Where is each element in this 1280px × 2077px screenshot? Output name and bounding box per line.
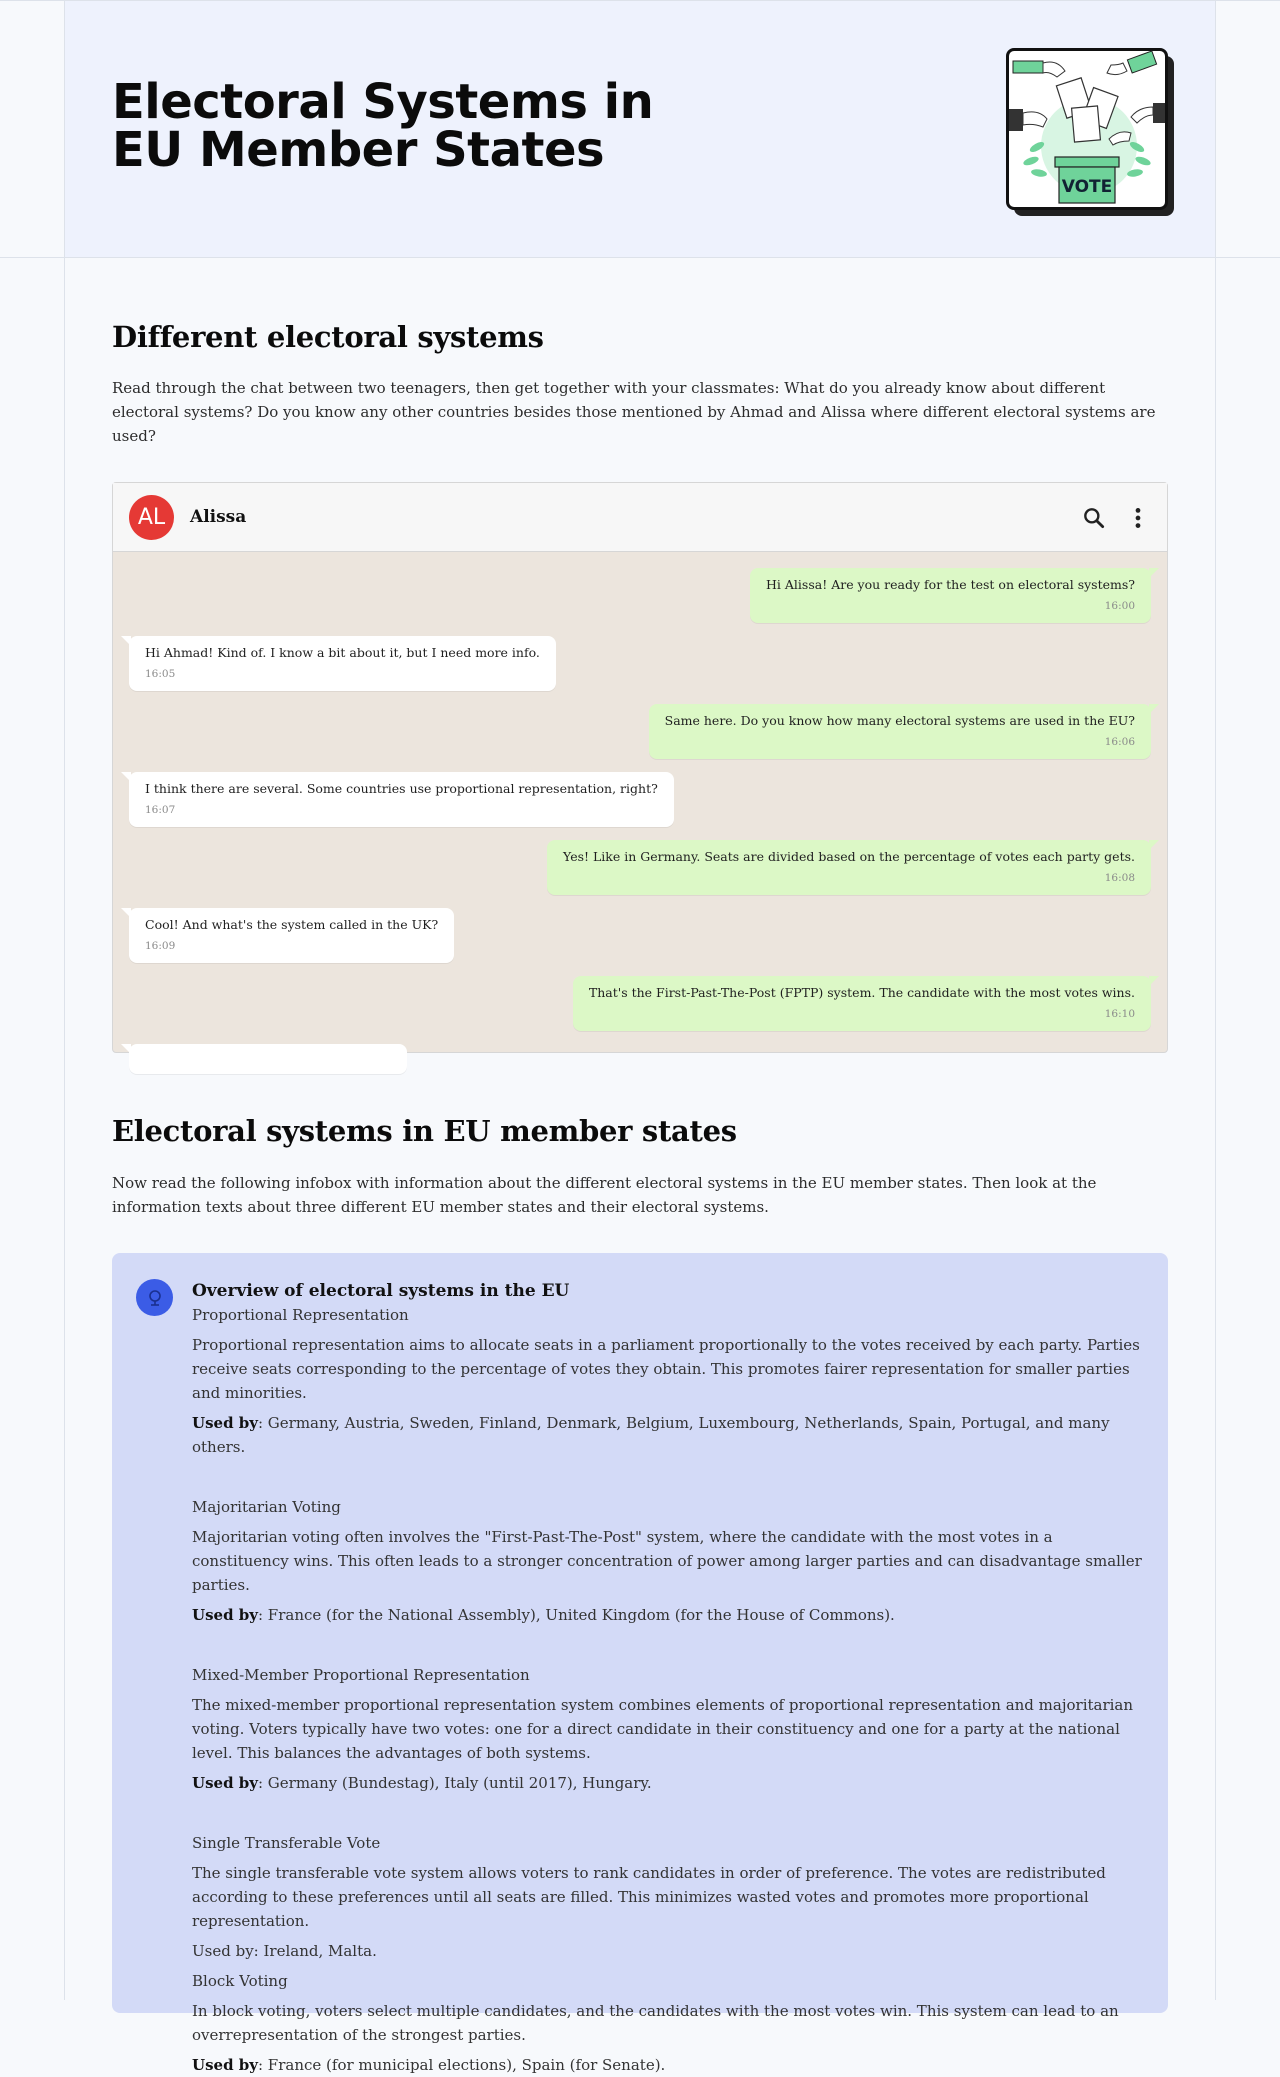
message-text: Cool! And what's the system called in the UK?: [145, 917, 439, 932]
message-outgoing: [547, 840, 1151, 895]
system-description: Proportional representation aims to allocate seats in a parliament proportionally to the votes received by each party. Parties receive seats corresponding to the percentage of votes they obtain. This promotes fairer representation for smaller parties and minorities.: [192, 1336, 1140, 1402]
used-by-label: Used by: [192, 1774, 258, 1792]
vote-illustration: [1006, 48, 1168, 210]
message-time: 16:09: [145, 940, 176, 952]
section-intro-wrap: [112, 1171, 1168, 1219]
message-incoming: [129, 772, 674, 827]
section-intro-wrap: [112, 376, 1168, 448]
system-name: Proportional Representation: [192, 1306, 409, 1324]
system-name: Majoritarian Voting: [192, 1498, 341, 1516]
chat-window: [112, 482, 1168, 1053]
message-incoming-partial: [129, 1044, 407, 1074]
used-by-label: Used by: [192, 1606, 258, 1624]
system-block: [192, 1495, 1142, 1627]
message-text: That's the First-Past-The-Post (FPTP) system. The candidate with the most votes wins.: [588, 985, 1135, 1000]
system-name: Single Transferable Vote: [192, 1834, 381, 1852]
used-by-countries: : Germany (Bundestag), Italy (until 2017), Hungary.: [257, 1774, 652, 1792]
system-block: [192, 1303, 1142, 1459]
chat-messages[interactable]: [113, 552, 1167, 1054]
system-name: Mixed-Member Proportional Representation: [192, 1666, 530, 1684]
message-text: Same here. Do you know how many electoral systems are used in the EU?: [664, 713, 1135, 728]
message-text: Yes! Like in Germany. Seats are divided based on the percentage of votes each party gets.: [563, 849, 1135, 864]
infobox-title: Overview of electoral systems in the EU: [192, 1281, 570, 1301]
system-block: [192, 1831, 1142, 1963]
system-used-by: [192, 1603, 1142, 1627]
system-description: The single transferable vote system allows voters to rank candidates in order of preference. The votes are redistributed according to these preferences until all seats are filled. This minimizes wasted votes and promotes more proportional representation.: [192, 1864, 1106, 1930]
used-by-countries: : Germany, Austria, Sweden, Finland, Denmark, Belgium, Luxembourg, Netherlands, Spain, Portugal, and many others.: [192, 1414, 1110, 1456]
more-vert-icon[interactable]: [1125, 505, 1151, 531]
section-different-systems: [112, 320, 1168, 354]
system-description: In block voting, voters select multiple candidates, and the candidates with the most votes win. This system can lead to an overrepresentation of the strongest parties.: [192, 2002, 1119, 2044]
avatar[interactable]: AL: [129, 495, 174, 540]
section-heading: Different electoral systems: [112, 320, 544, 354]
message-outgoing: [649, 704, 1151, 759]
message-text: Hi Alissa! Are you ready for the test on electoral systems?: [766, 577, 1135, 592]
search-icon[interactable]: [1081, 505, 1107, 531]
message-incoming: [129, 636, 556, 691]
message-outgoing: [573, 976, 1151, 1031]
vote-label: VOTE: [1061, 177, 1113, 197]
system-description: The mixed-member proportional representation system combines elements of proportional representation and majoritarian voting. Voters typically have two votes: one for a direct candidate in their constituency and one for a party at the national level. This balances the advantages of both systems.: [192, 1696, 1134, 1762]
frame-line-left: [64, 0, 65, 2000]
message-time: 16:08: [1104, 872, 1135, 884]
system-description: Majoritarian voting often involves the "First-Past-The-Post" system, where the candidate with the most votes in a constituency wins. This often leads to a stronger concentration of power among larger parties and can disadvantage smaller parties.: [192, 1528, 1142, 1594]
system-used-by: [192, 2053, 1142, 2077]
system-used-by: [192, 1411, 1142, 1459]
message-time: 16:06: [1104, 736, 1135, 748]
message-time: 16:05: [145, 668, 176, 680]
page-title: Electoral Systems in EU Member States: [112, 74, 654, 178]
chat-header: [113, 483, 1167, 552]
system-name: Block Voting: [192, 1972, 288, 1990]
system-used-by: [192, 1771, 1142, 1795]
message-text: I think there are several. Some countries use proportional representation, right?: [145, 781, 658, 796]
message-text: Hi Ahmad! Kind of. I know a bit about it, but I need more info.: [145, 645, 540, 660]
section-intro: Now read the following infobox with information about the different electoral systems in the EU member states. Then look at the information texts about three different EU member states and their electoral systems.: [112, 1174, 1097, 1216]
infobox-content: [192, 1279, 1142, 2077]
info-icon: [136, 1279, 173, 1316]
section-eu-systems: [112, 1114, 1168, 1148]
used-by-label: Used by: [192, 1414, 258, 1432]
section-heading: Electoral systems in EU member states: [112, 1114, 737, 1148]
system-used-by: Used by: Ireland, Malta.: [192, 1942, 377, 1960]
message-time: 16:00: [1104, 600, 1135, 612]
infobox: [112, 1253, 1168, 2074]
contact-name[interactable]: Alissa: [190, 507, 247, 527]
message-time: 16:10: [1104, 1008, 1135, 1020]
used-by-label: Used by: [192, 2056, 258, 2074]
message-incoming: [129, 908, 454, 963]
message-outgoing: [750, 568, 1151, 623]
used-by-countries: : France (for municipal elections), Spain (for Senate).: [257, 2056, 666, 2074]
system-block: [192, 1969, 1142, 2077]
system-block: [192, 1663, 1142, 1795]
section-intro: Read through the chat between two teenagers, then get together with your classmates: What do you already know about different electoral systems? Do you know any other countries besides those mentioned by Ahmad and Alissa where different electoral systems are used?: [112, 379, 1156, 445]
used-by-countries: : France (for the National Assembly), United Kingdom (for the House of Commons).: [257, 1606, 895, 1624]
message-time: 16:07: [145, 804, 176, 816]
frame-line-right: [1215, 0, 1216, 2000]
